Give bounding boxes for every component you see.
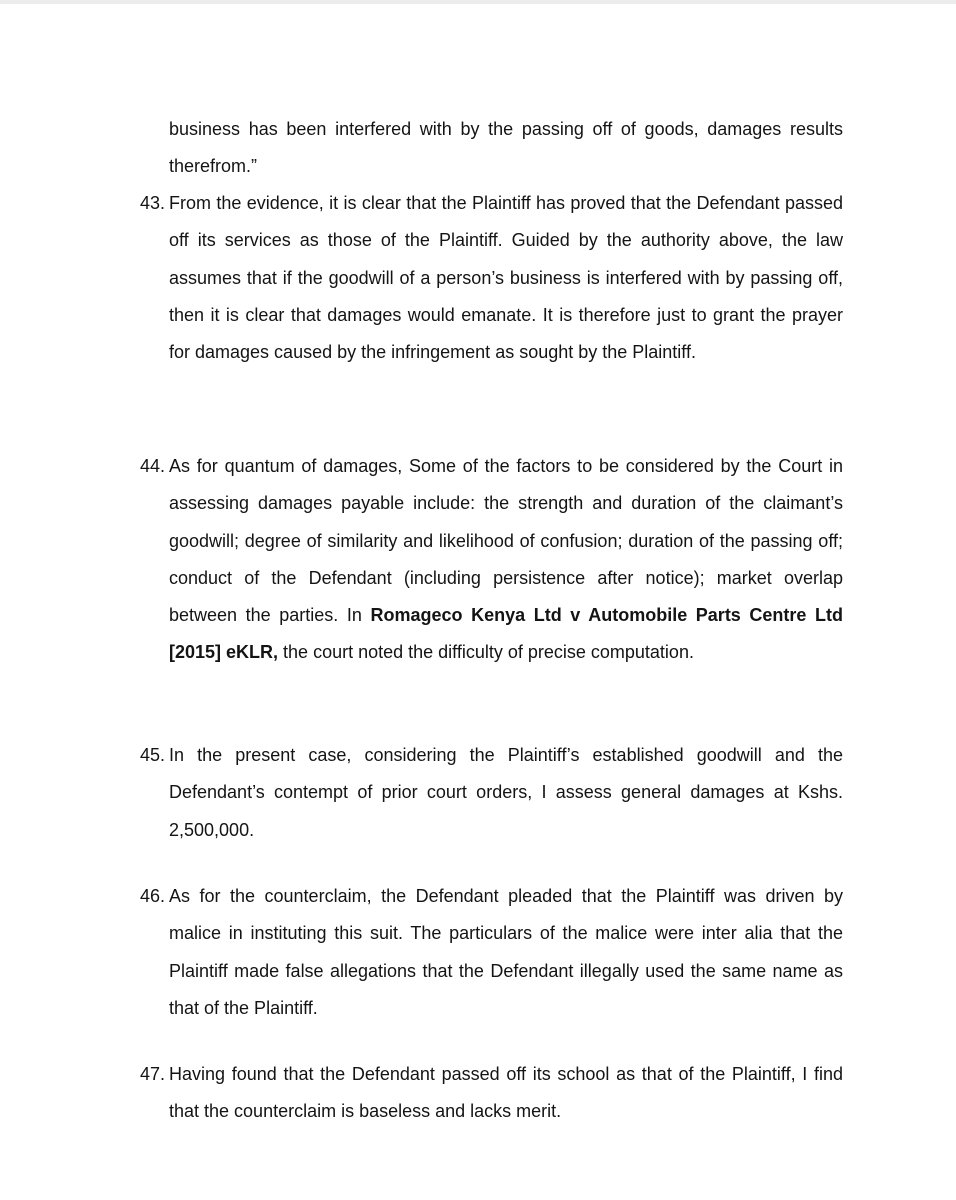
- paragraph-text: business has been interfered with by the passing off of goods, damages results therefrom.”: [169, 119, 843, 177]
- paragraph-number: 44.: [140, 456, 166, 476]
- paragraph-number: 43.: [140, 193, 166, 213]
- paragraph-text-before: As for quantum of damages, Some of the factors to be considered by the Court in assessing damages payable include: the strength and duration of the claimant’s goodwill; degree of similarity and likelihood of confusion; duration of the passing off; conduct of the Defendant (including persistence after notice); market overlap between the parties. In: [169, 456, 843, 626]
- paragraph-text: From the evidence, it is clear that the Plaintiff has proved that the Defendant passed off its services as those of the Plaintiff. Guided by the authority above, the law assumes that if the goodwill of a person’s business is interfered with by passing off, then it is clear that damages would emanate. It is therefore just to grant the prayer for damages caused by the infringement as sought by the Plaintiff.: [169, 193, 843, 363]
- paragraph-text: [169, 448, 843, 672]
- paragraph-text: In the present case, considering the Plaintiff’s established goodwill and the Defendant’s contempt of prior court orders, I assess general damages at Kshs. 2,500,000.: [169, 745, 843, 840]
- paragraph-number: 47.: [140, 1064, 166, 1084]
- paragraph-number: 46.: [140, 886, 166, 906]
- paragraph-text: Having found that the Defendant passed off its school as that of the Plaintiff, I find that the counterclaim is baseless and lacks merit.: [169, 1064, 843, 1122]
- case-citation: Romageco Kenya Ltd v Automobile Parts Centre Ltd [2015] eKLR,: [169, 605, 843, 663]
- paragraph-text: As for the counterclaim, the Defendant pleaded that the Plaintiff was driven by malice in instituting this suit. The particulars of the malice were inter alia that the Plaintiff made false allegations that the Defendant illegally used the same name as that of the Plaintiff.: [169, 886, 843, 1018]
- paragraph-text-after: the court noted the difficulty of precise computation.: [278, 642, 694, 663]
- paragraph-number: 45.: [140, 745, 166, 765]
